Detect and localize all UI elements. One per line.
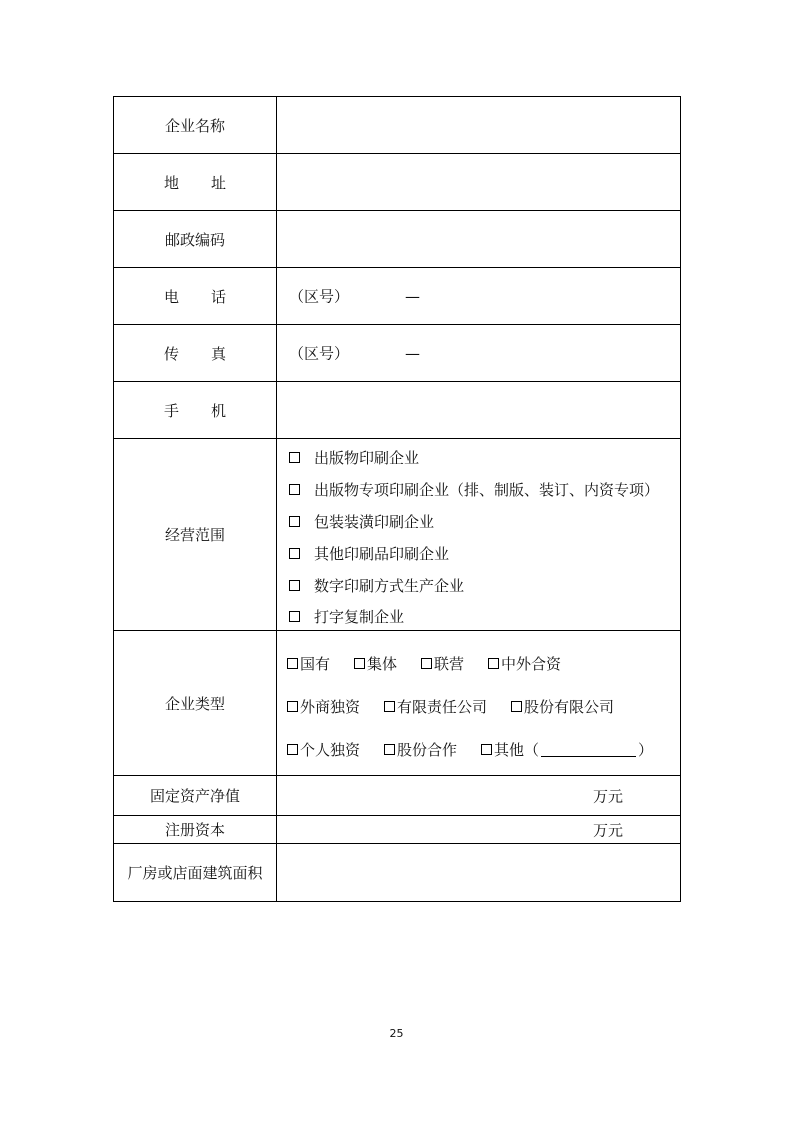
- checkbox-icon[interactable]: [289, 516, 300, 527]
- row-fax: [114, 325, 680, 382]
- phone-area-code: （区号）: [289, 287, 350, 306]
- type-other-close: ）: [638, 741, 654, 759]
- mobile-field[interactable]: [277, 382, 680, 438]
- type-option[interactable]: [511, 696, 614, 717]
- mobile-label-char2: 机: [210, 401, 226, 420]
- mobile-label-char1: 手: [164, 401, 180, 420]
- row-address: [114, 154, 680, 211]
- type-option-label: 中外合资: [501, 655, 562, 673]
- fax-area-code: （区号）: [289, 344, 350, 363]
- phone-label-char1: 电: [164, 287, 180, 306]
- fax-label-char1: 传: [164, 344, 180, 363]
- postcode-field[interactable]: [277, 211, 680, 267]
- scope-option-label: 出版物专项印刷企业（排、制版、装订、内资专项）: [314, 481, 660, 500]
- business-scope-label: 经营范围: [114, 439, 277, 630]
- phone-dash: —: [405, 287, 421, 305]
- row-company-type: [114, 631, 680, 776]
- company-name-field[interactable]: [277, 97, 680, 153]
- phone-field[interactable]: [277, 268, 680, 324]
- fixed-assets-unit: 万元: [592, 787, 623, 805]
- checkbox-icon[interactable]: [289, 580, 300, 591]
- row-phone: [114, 268, 680, 325]
- registered-capital-unit: 万元: [592, 821, 623, 839]
- scope-option[interactable]: [289, 537, 680, 569]
- type-option[interactable]: [421, 653, 464, 674]
- fax-dash: —: [405, 344, 421, 362]
- page-number: 25: [389, 1027, 404, 1040]
- row-building-area: [114, 844, 680, 901]
- phone-label-char2: 话: [210, 287, 226, 306]
- registered-capital-label: 注册资本: [114, 816, 277, 843]
- row-company-name: [114, 97, 680, 154]
- building-area-field[interactable]: [277, 844, 680, 901]
- type-option[interactable]: [287, 696, 360, 717]
- fixed-assets-label: 固定资产净值: [114, 776, 277, 815]
- building-area-label: 厂房或店面建筑面积: [114, 844, 277, 901]
- other-type-input[interactable]: [541, 742, 636, 757]
- scope-option[interactable]: [289, 506, 680, 538]
- type-option-label: 个人独资: [300, 741, 361, 759]
- type-option-label: 有限责任公司: [397, 698, 488, 716]
- scope-option[interactable]: [289, 601, 680, 633]
- address-label-char1: 地: [164, 173, 180, 192]
- checkbox-icon[interactable]: [511, 701, 522, 712]
- type-option-label: 外商独资: [300, 698, 361, 716]
- type-option[interactable]: [354, 653, 397, 674]
- type-option-label: 联营: [434, 655, 465, 673]
- type-option[interactable]: [384, 739, 457, 760]
- fax-label: [114, 325, 277, 381]
- type-option-label: 国有: [300, 655, 331, 673]
- checkbox-icon[interactable]: [289, 484, 300, 495]
- checkbox-icon[interactable]: [354, 658, 365, 669]
- address-label: [114, 154, 277, 210]
- fixed-assets-field[interactable]: [277, 776, 680, 815]
- type-option-label: 集体: [367, 655, 398, 673]
- registration-form: [113, 96, 681, 902]
- fax-label-char2: 真: [210, 344, 226, 363]
- checkbox-icon[interactable]: [287, 701, 298, 712]
- phone-label: [114, 268, 277, 324]
- type-option[interactable]: [488, 653, 561, 674]
- checkbox-icon[interactable]: [384, 701, 395, 712]
- type-other-label: 其他（: [494, 741, 540, 759]
- checkbox-icon[interactable]: [481, 744, 492, 755]
- scope-option-label: 打字复制企业: [314, 608, 405, 627]
- row-postcode: [114, 211, 680, 268]
- address-field[interactable]: [277, 154, 680, 210]
- row-fixed-assets: [114, 776, 680, 816]
- checkbox-icon[interactable]: [289, 548, 300, 559]
- company-type-label: 企业类型: [114, 631, 277, 775]
- row-mobile: [114, 382, 680, 439]
- mobile-label: [114, 382, 277, 438]
- type-option[interactable]: [384, 696, 487, 717]
- registered-capital-field[interactable]: [277, 816, 680, 843]
- type-option[interactable]: [287, 739, 360, 760]
- checkbox-icon[interactable]: [289, 452, 300, 463]
- checkbox-icon[interactable]: [287, 744, 298, 755]
- scope-option-label: 数字印刷方式生产企业: [314, 576, 465, 595]
- business-scope-options: [277, 439, 680, 630]
- row-business-scope: [114, 439, 680, 631]
- checkbox-icon[interactable]: [421, 658, 432, 669]
- scope-option-label: 其他印刷品印刷企业: [314, 544, 450, 563]
- type-option-label: 股份合作: [397, 741, 458, 759]
- row-registered-capital: [114, 816, 680, 844]
- checkbox-icon[interactable]: [287, 658, 298, 669]
- type-option-other[interactable]: [481, 739, 653, 760]
- postcode-label: 邮政编码: [114, 211, 277, 267]
- checkbox-icon[interactable]: [289, 611, 300, 622]
- scope-option[interactable]: [289, 474, 680, 506]
- scope-option-label: 出版物印刷企业: [314, 449, 420, 468]
- company-name-label: 企业名称: [114, 97, 277, 153]
- address-label-char2: 址: [210, 173, 226, 192]
- type-option[interactable]: [287, 653, 330, 674]
- company-type-options: [277, 631, 680, 775]
- scope-option[interactable]: [289, 442, 680, 474]
- checkbox-icon[interactable]: [384, 744, 395, 755]
- fax-field[interactable]: [277, 325, 680, 381]
- checkbox-icon[interactable]: [488, 658, 499, 669]
- scope-option[interactable]: [289, 569, 680, 601]
- type-option-label: 股份有限公司: [524, 698, 615, 716]
- scope-option-label: 包装装潢印刷企业: [314, 512, 435, 531]
